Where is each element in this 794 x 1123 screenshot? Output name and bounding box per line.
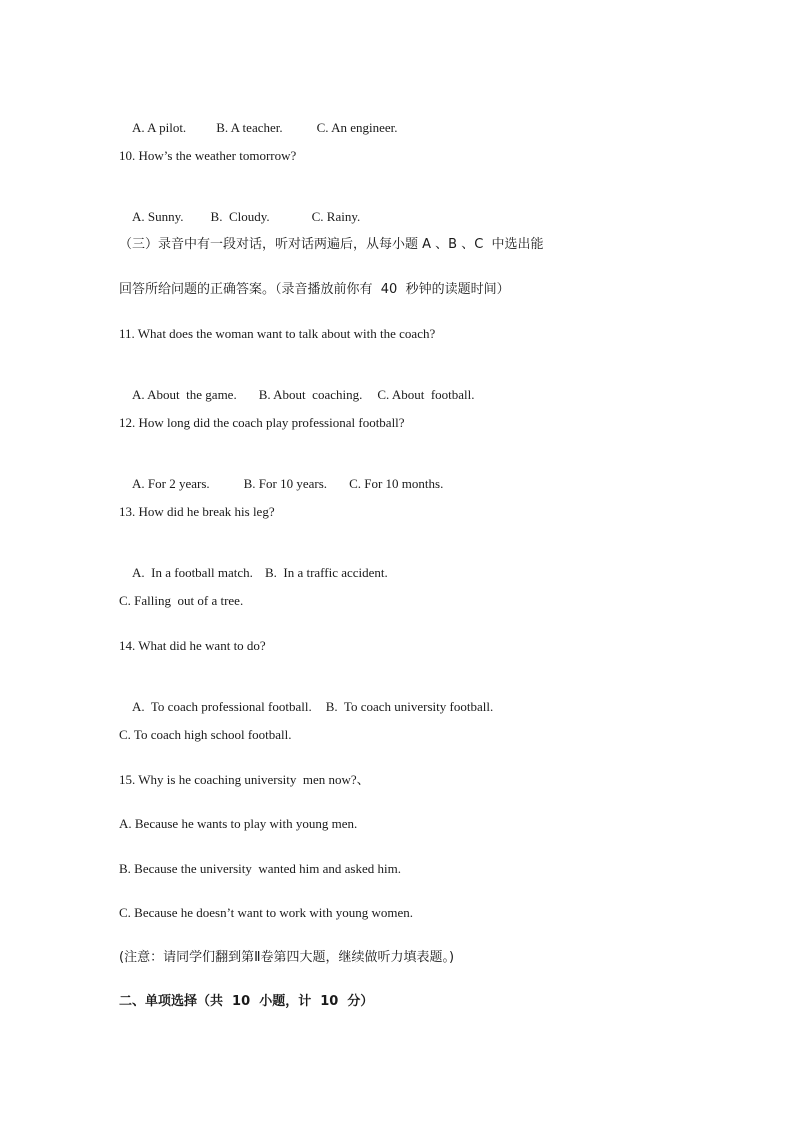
q9-options <box>119 104 398 152</box>
option-c: C. For 10 months. <box>349 476 444 491</box>
q12-options <box>119 460 443 508</box>
question-15: 15. Why is he coaching university men now?、 <box>119 772 370 787</box>
q15-option-a: A. Because he wants to play with young men. <box>119 816 358 831</box>
question-11: 11. What does the woman want to talk about with the coach? <box>119 326 436 341</box>
section-3-instruction-line-1: （三）录音中有一段对话，听对话两遍后，从每小题 A 、B 、C 中选出能 <box>119 237 544 252</box>
q11-options <box>119 371 475 419</box>
option-a: A. A pilot. <box>132 120 187 135</box>
option-a: A. Sunny. <box>132 209 184 224</box>
option-a: A. In a football match. <box>132 565 253 580</box>
option-c: C. About football. <box>377 387 475 402</box>
option-a: A. To coach professional football. <box>132 699 312 714</box>
option-b: B. A teacher. <box>216 120 283 135</box>
section-3-instruction-line-2: 回答所给问题的正确答案。（录音播放前你有 40 秒钟的读题时间） <box>119 282 510 297</box>
option-b: B. Cloudy. <box>210 209 270 224</box>
q15-option-c: C. Because he doesn’t want to work with young women. <box>119 905 414 920</box>
q14-option-c: C. To coach high school football. <box>119 727 292 742</box>
option-b: B. In a traffic accident. <box>264 565 388 580</box>
question-14: 14. What did he want to do? <box>119 638 266 653</box>
question-13: 13. How did he break his leg? <box>119 504 275 519</box>
q13-option-c: C. Falling out of a tree. <box>119 593 244 608</box>
option-c: C. An engineer. <box>316 120 398 135</box>
q10-options <box>119 193 360 241</box>
option-a: A. About the game. <box>132 387 237 402</box>
q15-option-b: B. Because the university wanted him and asked him. <box>119 861 401 876</box>
question-10: 10. How’s the weather tomorrow? <box>119 148 297 163</box>
option-b: B. For 10 years. <box>243 476 328 491</box>
q14-options-ab <box>119 683 493 731</box>
question-12: 12. How long did the coach play professional football? <box>119 415 405 430</box>
q13-options-ab <box>119 549 388 597</box>
section-2-heading: 二、单项选择（共 10 小题，计 10 分） <box>119 994 374 1009</box>
option-c: C. Rainy. <box>311 209 361 224</box>
option-b: B. To coach university football. <box>325 699 494 714</box>
option-a: A. For 2 years. <box>132 476 210 491</box>
note-turn-page: (注意：请同学们翻到第Ⅱ卷第四大题，继续做听力填表题。) <box>119 950 455 965</box>
option-b: B. About coaching. <box>258 387 363 402</box>
